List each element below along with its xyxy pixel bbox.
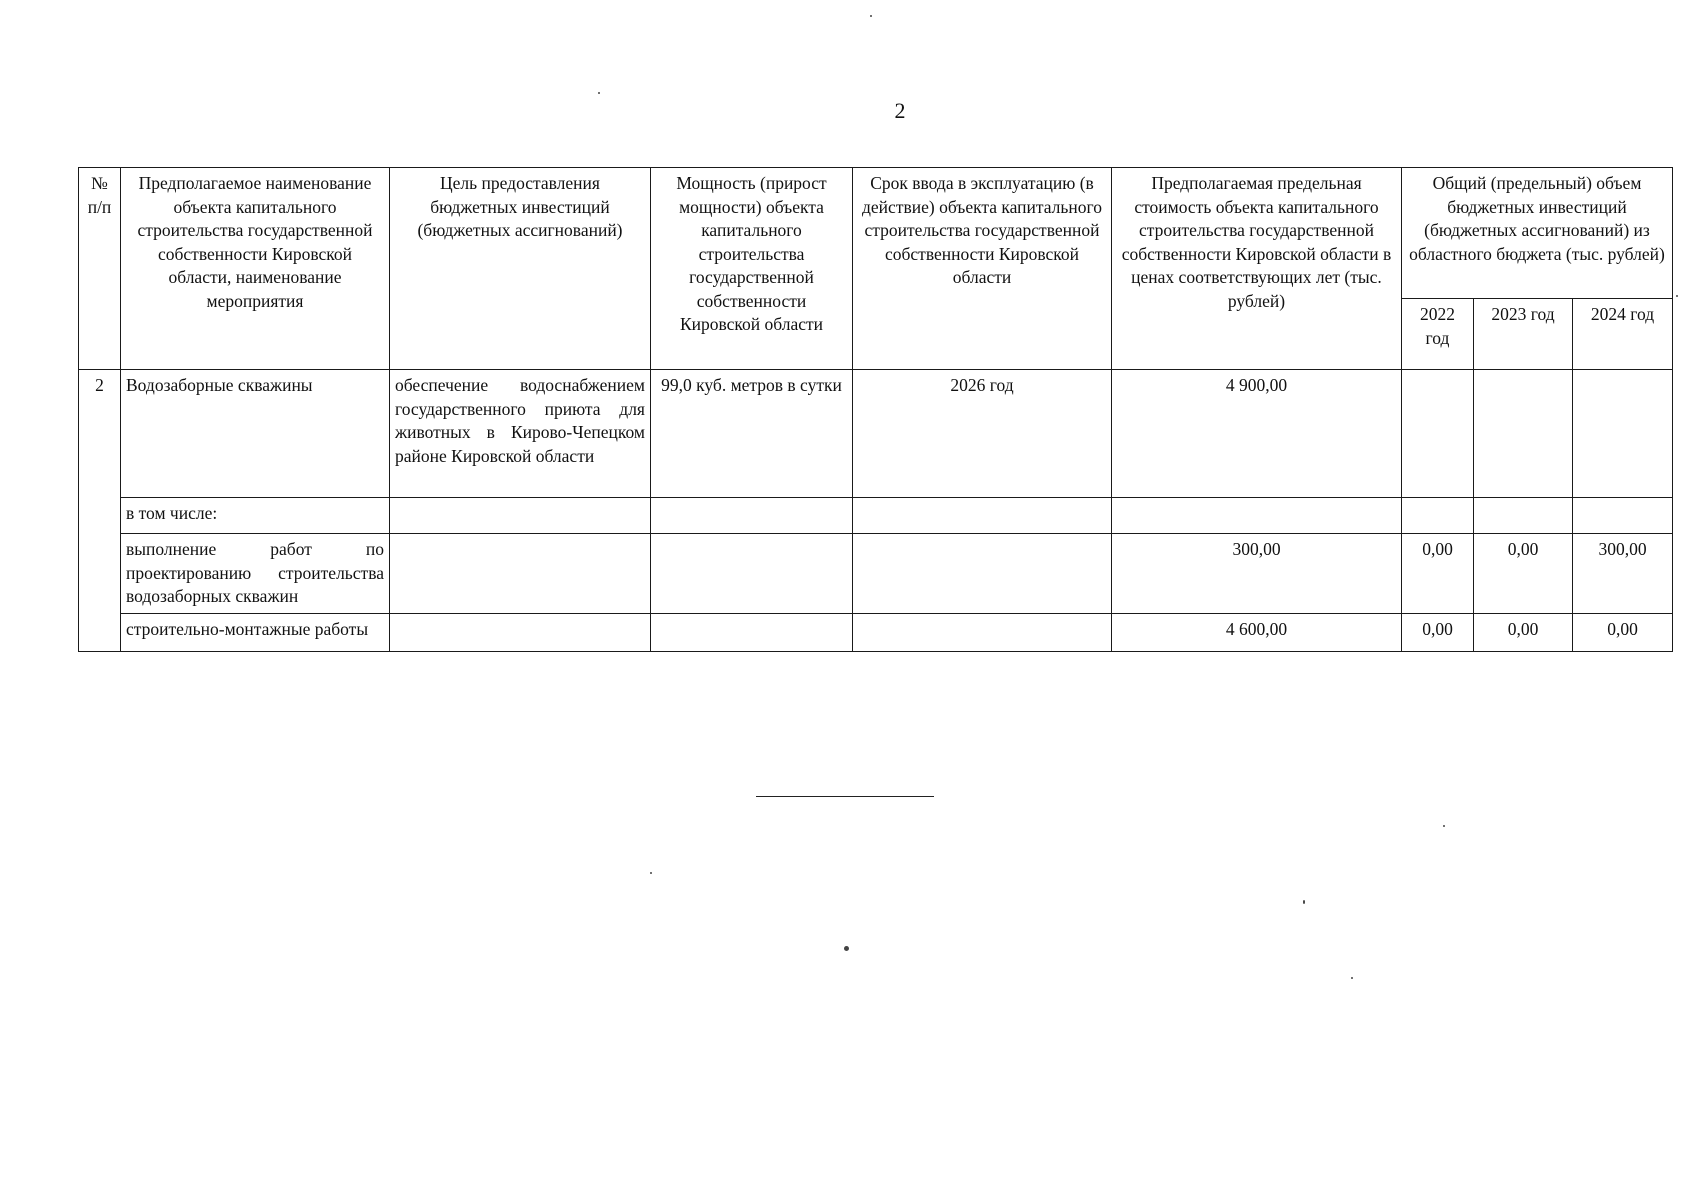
row-capacity: [651, 614, 853, 652]
table-row: [79, 534, 1673, 614]
scan-speck: [598, 92, 600, 94]
header-year-2022: 2022 год: [1402, 299, 1474, 370]
table-row: [79, 370, 1673, 498]
row-year-2024: [1573, 498, 1673, 534]
row-cost: [1112, 498, 1402, 534]
row-year-2023: 0,00: [1474, 534, 1573, 614]
header-capacity: Мощность (прирост мощности) объекта капитального строительства государственной собственности Кировской области: [651, 168, 853, 370]
row-goal: [390, 614, 651, 652]
row-name: Водозаборные скважины: [121, 370, 390, 498]
investment-table: [78, 167, 1673, 652]
row-capacity: [651, 534, 853, 614]
scan-speck: [870, 15, 872, 17]
scan-speck: [650, 872, 652, 874]
row-cost: 4 600,00: [1112, 614, 1402, 652]
page-number: 2: [894, 98, 906, 123]
row-name: строительно-монтажные работы: [121, 614, 390, 652]
header-cost: Предполагаемая предельная стоимость объекта капитального строительства государственной собственности Кировской области в ценах соответствующих лет (тыс. рублей): [1112, 168, 1402, 370]
row-year-2022: 0,00: [1402, 534, 1474, 614]
row-deadline: [853, 534, 1112, 614]
row-name: в том числе:: [121, 498, 390, 534]
row-year-2022: [1402, 370, 1474, 498]
header-year-2024: 2024 год: [1573, 299, 1673, 370]
scan-speck: [1443, 825, 1445, 827]
row-cost: 4 900,00: [1112, 370, 1402, 498]
table-row: [79, 614, 1673, 652]
row-goal: [390, 498, 651, 534]
row-year-2024: 0,00: [1573, 614, 1673, 652]
row-year-2022: [1402, 498, 1474, 534]
header-year-2023: 2023 год: [1474, 299, 1573, 370]
scan-speck: [1303, 900, 1305, 904]
header-deadline: Срок ввода в эксплуатацию (в действие) объекта капитального строительства государственной собственности Кировской области: [853, 168, 1112, 370]
row-deadline: [853, 498, 1112, 534]
row-year-2023: [1474, 370, 1573, 498]
row-year-2024: [1573, 370, 1673, 498]
row-year-2022: 0,00: [1402, 614, 1474, 652]
end-of-document-line: [756, 796, 934, 797]
row-goal: [390, 534, 651, 614]
row-capacity: 99,0 куб. метров в сутки: [651, 370, 853, 498]
row-deadline: 2026 год: [853, 370, 1112, 498]
row-cost: 300,00: [1112, 534, 1402, 614]
scan-speck: [1351, 977, 1353, 979]
row-deadline: [853, 614, 1112, 652]
header-num: № п/п: [79, 168, 121, 370]
row-year-2023: [1474, 498, 1573, 534]
row-goal: обеспечение водоснабжением государственного приюта для животных в Кирово-Чепецком районе Кировской области: [390, 370, 651, 498]
header-total: Общий (предельный) объем бюджетных инвестиций (бюджетных ассигнований) из областного бюджета (тыс. рублей): [1402, 168, 1673, 299]
header-goal: Цель предоставления бюджетных инвестиций (бюджетных ассигнований): [390, 168, 651, 370]
row-num: 2: [79, 370, 121, 652]
row-capacity: [651, 498, 853, 534]
table-row: [79, 498, 1673, 534]
scan-speck: [1676, 295, 1678, 297]
scan-speck: [844, 946, 849, 951]
row-year-2024: 300,00: [1573, 534, 1673, 614]
header-name: Предполагаемое наименование объекта капитального строительства государственной собственности Кировской области, наименование мероприятия: [121, 168, 390, 370]
row-name: выполнение работ по проектированию строительства водозаборных скважин: [121, 534, 390, 614]
row-year-2023: 0,00: [1474, 614, 1573, 652]
